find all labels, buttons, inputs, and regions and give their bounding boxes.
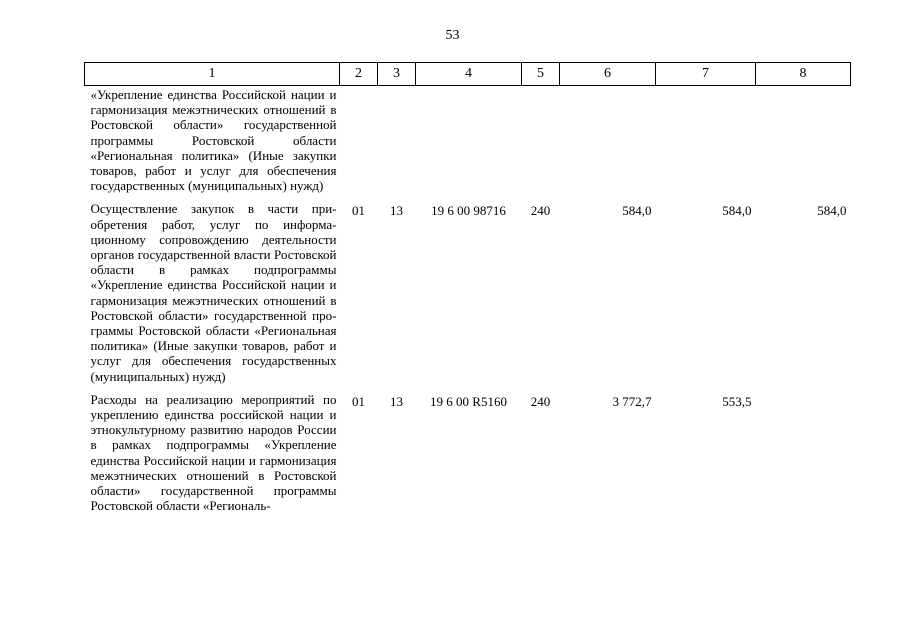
row-value-col8	[756, 86, 851, 202]
column-header-2: 2	[340, 63, 378, 86]
row-pr: 13	[390, 203, 403, 219]
column-header-3: 3	[378, 63, 416, 86]
row-value-col7: 584,0	[722, 203, 752, 219]
row-csr: 19 6 00 R5160	[430, 393, 507, 409]
table-row	[85, 201, 851, 391]
page-number: 53	[445, 28, 460, 43]
header-row	[85, 63, 851, 86]
column-header-8: 8	[756, 63, 851, 86]
column-header-4: 4	[416, 63, 522, 86]
row-value-col8	[756, 392, 851, 514]
row-rz	[340, 86, 378, 202]
column-header-5: 5	[522, 63, 560, 86]
table-row	[85, 392, 851, 514]
row-description: Расходы на реализацию мероприятий по укреплению единства российской нации и этнокультурному развитию народов России в рамках подпрограммы «Укрепление единства Российской нации и гармонизация межэтнических отношений в Ростовской области» государственной программы Ростовской области «Региональ-	[90, 391, 337, 514]
row-vr	[522, 86, 560, 202]
column-header-6: 6	[560, 63, 656, 86]
row-vr: 240	[530, 203, 551, 219]
row-value-col8: 584,0	[817, 203, 847, 219]
row-value-col6	[560, 86, 656, 202]
column-header-7: 7	[656, 63, 756, 86]
row-pr	[378, 86, 416, 202]
row-value-col6: 3 772,7	[612, 393, 652, 409]
table-header	[85, 63, 851, 86]
row-description: Осуществление закупок в части приобретения работ, услуг по информационному сопровождению деятельности органов государственной власти Ростовской области в рамках подпрограммы «Укрепление единства Российской нации и гармонизация межэтнических отношений в Ростовской области» государственной программы Ростовской области «Региональная политика» (Иные закупки товаров, работ и услуг для обеспечения государственных (муниципальных) нужд)	[90, 201, 337, 384]
table-row	[85, 86, 851, 202]
row-rz: 01	[352, 203, 365, 219]
row-csr	[416, 86, 522, 202]
row-description: «Укрепление единства Российской нации и гармонизация межэтнических отношений в Ростовской области» государственной программы Ростовской области «Региональная политика» (Иные закупки товаров, работ и услуг для обеспечения государственных (муниципальных) нужд)	[90, 87, 337, 194]
row-value-col6: 584,0	[622, 203, 652, 219]
row-vr: 240	[530, 393, 551, 409]
row-csr: 19 6 00 98716	[431, 203, 506, 219]
table-body	[85, 86, 851, 514]
budget-table	[84, 62, 851, 513]
row-rz: 01	[352, 393, 365, 409]
column-header-1: 1	[85, 63, 340, 86]
row-value-col7	[656, 86, 756, 202]
row-pr: 13	[390, 393, 403, 409]
row-value-col7: 553,5	[722, 393, 752, 409]
